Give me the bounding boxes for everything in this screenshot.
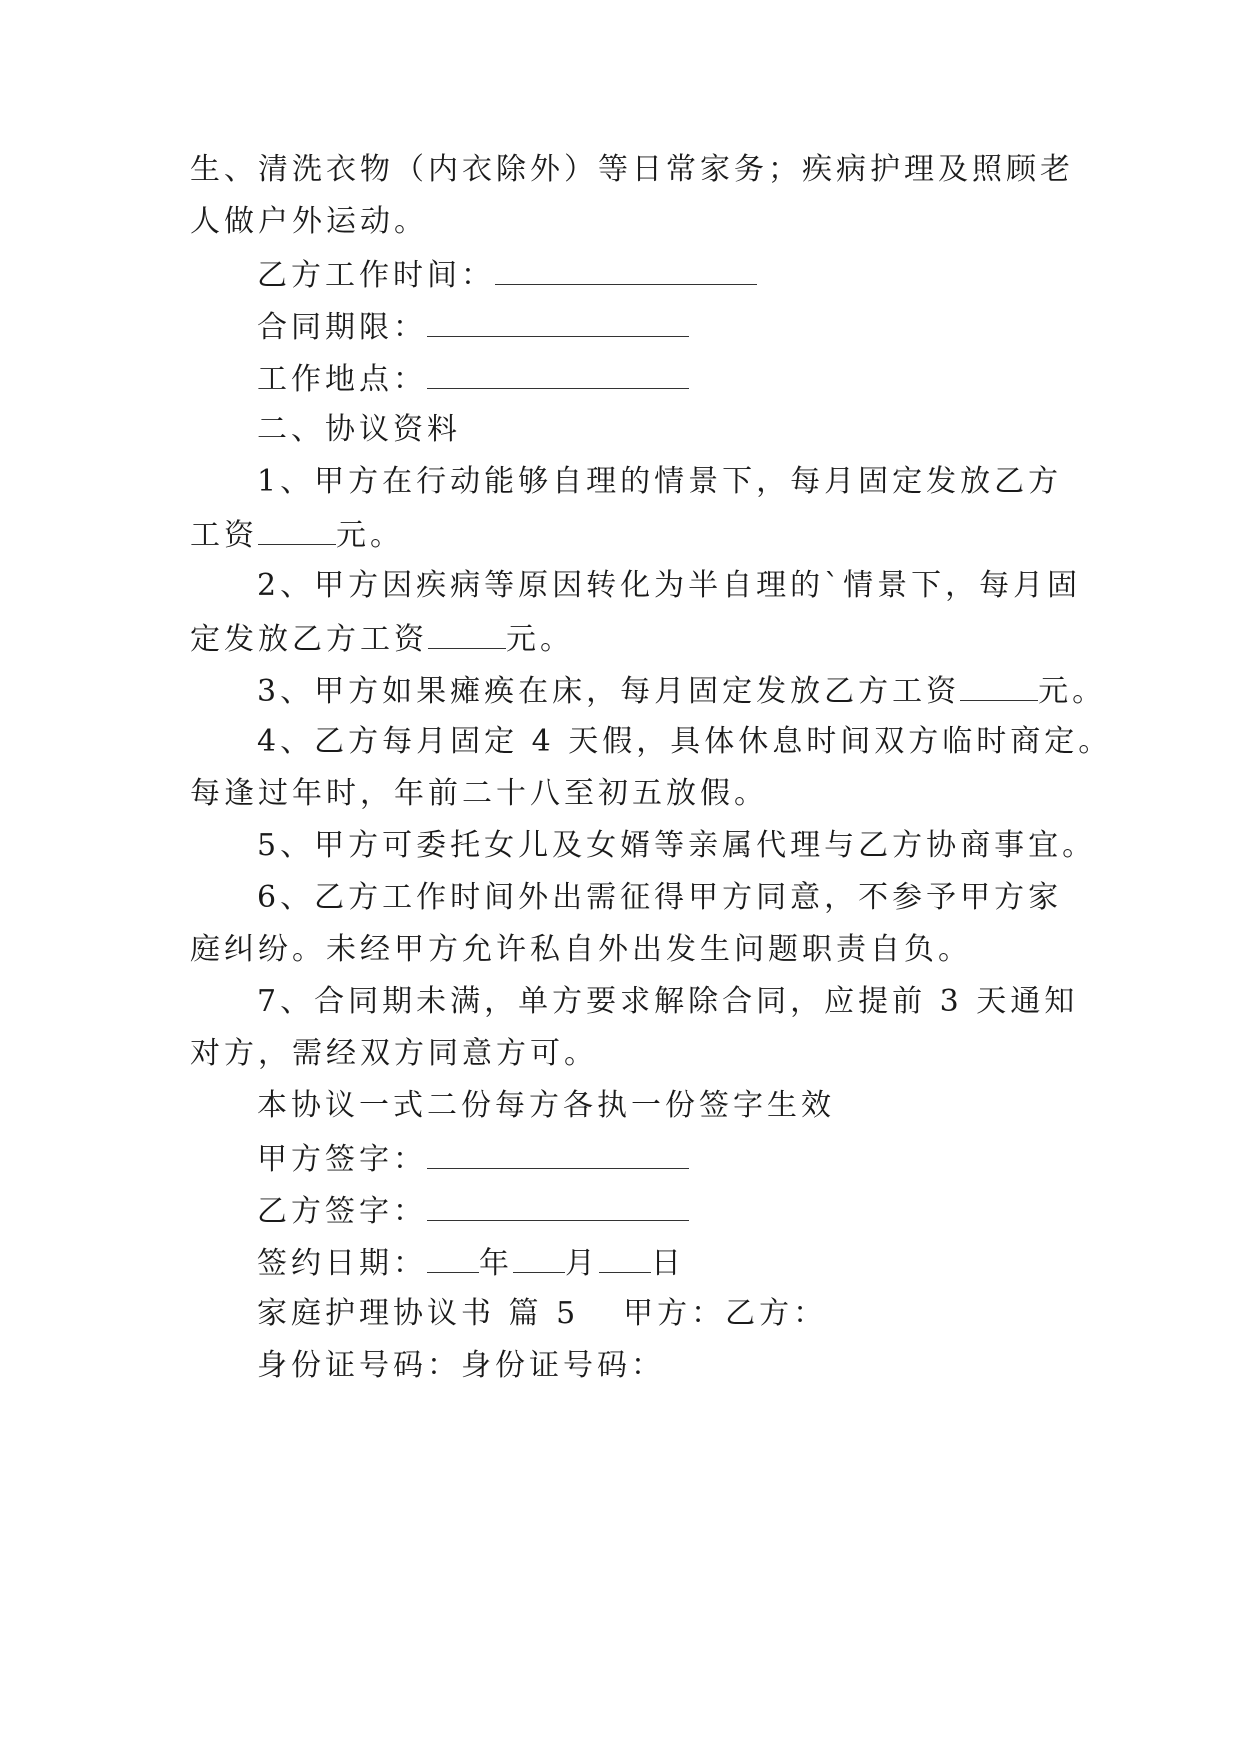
work-place-blank (427, 358, 689, 389)
item-5-line: 5、甲方可委托女儿及女婿等亲属代理与乙方协商事宜。 (257, 828, 1097, 863)
work-time-line (257, 254, 757, 296)
party-a-signature-line (257, 1138, 689, 1180)
sign-date-label: 签约日期： (257, 1246, 427, 1281)
item-1-salary-suffix: 元。 (336, 518, 404, 553)
section-2-heading: 二、协议资料 (257, 412, 461, 447)
work-place-line (257, 358, 689, 400)
item-3-line (257, 670, 1106, 712)
item-4-line-1: 4、乙方每月固定 4 天假，具体休息时间双方临时商定。 (257, 724, 1113, 759)
item-7-line-2: 对方，需经双方同意方可。 (190, 1036, 598, 1071)
item-3-salary-blank (960, 670, 1038, 701)
paragraph-continuation-line-2: 人做户外运动。 (190, 204, 428, 239)
item-2-salary-prefix: 定发放乙方工资 (190, 622, 428, 657)
item-7-line-1: 7、合同期未满，单方要求解除合同，应提前 3 天通知 (257, 984, 1079, 1019)
party-b-signature-label: 乙方签字： (257, 1194, 427, 1229)
item-1-line-1: 1、甲方在行动能够自理的情景下，每月固定发放乙方 (257, 464, 1063, 499)
item-6-line-1: 6、乙方工作时间外出需征得甲方同意，不参予甲方家 (257, 880, 1063, 915)
contract-term-blank (427, 306, 689, 337)
sign-day-blank (599, 1242, 651, 1273)
sign-year-blank (427, 1242, 479, 1273)
work-time-label: 乙方工作时间： (257, 258, 495, 293)
sign-month-blank (513, 1242, 565, 1273)
item-2-line-2 (190, 618, 574, 660)
party-b-signature-line (257, 1190, 689, 1232)
item-3-suffix: 元。 (1038, 674, 1107, 709)
year-label: 年 (479, 1246, 513, 1281)
item-2-salary-blank (428, 618, 506, 649)
item-1-salary-prefix: 工资 (190, 518, 258, 553)
item-1-line-2 (190, 514, 404, 556)
day-label: 日 (651, 1246, 685, 1281)
party-b-signature-blank (427, 1190, 689, 1221)
contract-term-label: 合同期限： (257, 310, 427, 345)
item-2-salary-suffix: 元。 (506, 622, 574, 657)
work-place-label: 工作地点： (257, 362, 427, 397)
party-a-signature-label: 甲方签字： (257, 1142, 427, 1177)
item-1-salary-blank (258, 514, 336, 545)
item-6-line-2: 庭纠纷。未经甲方允许私自外出发生问题职责自负。 (190, 932, 972, 967)
item-2-line-1: 2、甲方因疾病等原因转化为半自理的`情景下，每月固 (257, 568, 1082, 603)
copies-statement: 本协议一式二份每方各执一份签字生效 (257, 1088, 835, 1123)
sign-date-line (257, 1242, 685, 1284)
party-a-signature-blank (427, 1138, 689, 1169)
id-number-line: 身份证号码：身份证号码： (257, 1348, 665, 1383)
item-4-line-2: 每逢过年时，年前二十八至初五放假。 (190, 776, 768, 811)
work-time-blank (495, 254, 757, 285)
contract-term-line (257, 306, 689, 348)
next-agreement-title-line (257, 1294, 827, 1334)
next-agreement-parties: 甲方：乙方： (623, 1296, 828, 1331)
paragraph-continuation-line-1: 生、清洗衣物（内衣除外）等日常家务；疾病护理及照顾老 (190, 152, 1074, 187)
next-agreement-title: 家庭护理协议书 篇 5 (257, 1296, 580, 1331)
item-3-text: 3、甲方如果瘫痪在床，每月固定发放乙方工资 (257, 674, 961, 709)
month-label: 月 (565, 1246, 599, 1281)
